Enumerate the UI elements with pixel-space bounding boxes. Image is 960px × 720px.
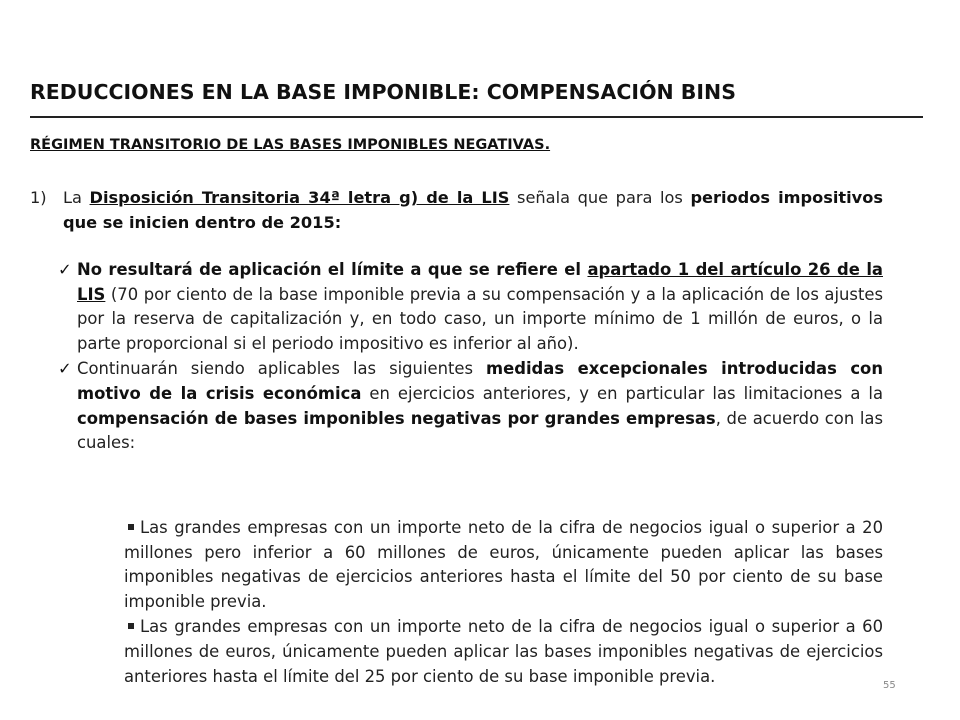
law-reference-link: Disposición Transitoria 34ª letra g) de la LIS bbox=[89, 188, 510, 207]
numbered-paragraph-1 bbox=[30, 186, 883, 235]
check-bold-text: medidas excepcionales introducidas con motivo de la crisis económica bbox=[77, 359, 883, 403]
paragraph-body bbox=[63, 186, 883, 235]
bullet-text: Las grandes empresas con un importe neto de la cifra de negocios igual o superior a 60 millones de euros, únicamente pueden aplicar las bases imponibles negativas de ejercicios anteriores hasta el límite del 25 por ciento de su base imponible previa. bbox=[124, 617, 883, 686]
paragraph-text: La bbox=[63, 188, 90, 207]
check-text: , de acuerdo con las cuales: bbox=[77, 408, 884, 453]
checkmark-icon: ✓ bbox=[58, 359, 72, 379]
checkmark-icon: ✓ bbox=[58, 260, 72, 279]
check-text: Continuarán siendo aplicables las siguientes bbox=[77, 359, 487, 379]
slide-title: REDUCCIONES EN LA BASE IMPONIBLE: COMPENSACIÓN BINS bbox=[30, 80, 736, 104]
list-item bbox=[124, 516, 883, 614]
list-item bbox=[124, 615, 883, 689]
check-text: (70 por ciento de la base imponible previa a su compensación y a la aplicación de los ajustes por la reserva de capitalización y, en todo caso, un importe mínimo de 1 millón de euros, o la parte proporcional si el periodo impositivo es inferior al año). bbox=[77, 284, 883, 353]
check-bold-text: compensación de bases imponibles negativas por grandes empresas bbox=[77, 408, 716, 428]
square-bullet-list bbox=[124, 516, 883, 690]
check-item-2 bbox=[58, 357, 883, 455]
square-bullet-icon bbox=[128, 524, 134, 530]
paragraph-bold-text: periodos impositivos que se inicien dentro de 2015: bbox=[63, 188, 883, 232]
paragraph-number: 1) bbox=[30, 188, 47, 207]
paragraph-text: señala que para los bbox=[509, 188, 691, 207]
section-subtitle: RÉGIMEN TRANSITORIO DE LAS BASES IMPONIBLES NEGATIVAS. bbox=[30, 137, 551, 153]
article-reference-link: apartado 1 del artículo 26 de la LIS bbox=[77, 260, 883, 304]
check-list bbox=[58, 258, 883, 457]
page-number: 55 bbox=[883, 680, 896, 691]
check-item-1 bbox=[58, 258, 883, 356]
check-bold-text: No resultará de aplicación el límite a que se refiere el bbox=[77, 260, 588, 279]
bullet-text: Las grandes empresas con un importe neto de la cifra de negocios igual o superior a 20 millones pero inferior a 60 millones de euros, únicamente pueden aplicar las bases imponibles negativas de ejercicios anteriores hasta el límite del 50 por ciento de su base imponible previa. bbox=[124, 518, 883, 611]
title-divider bbox=[30, 116, 923, 118]
square-bullet-icon bbox=[128, 623, 134, 629]
check-text: en ejercicios anteriores, y en particular las limitaciones a la bbox=[361, 383, 883, 403]
